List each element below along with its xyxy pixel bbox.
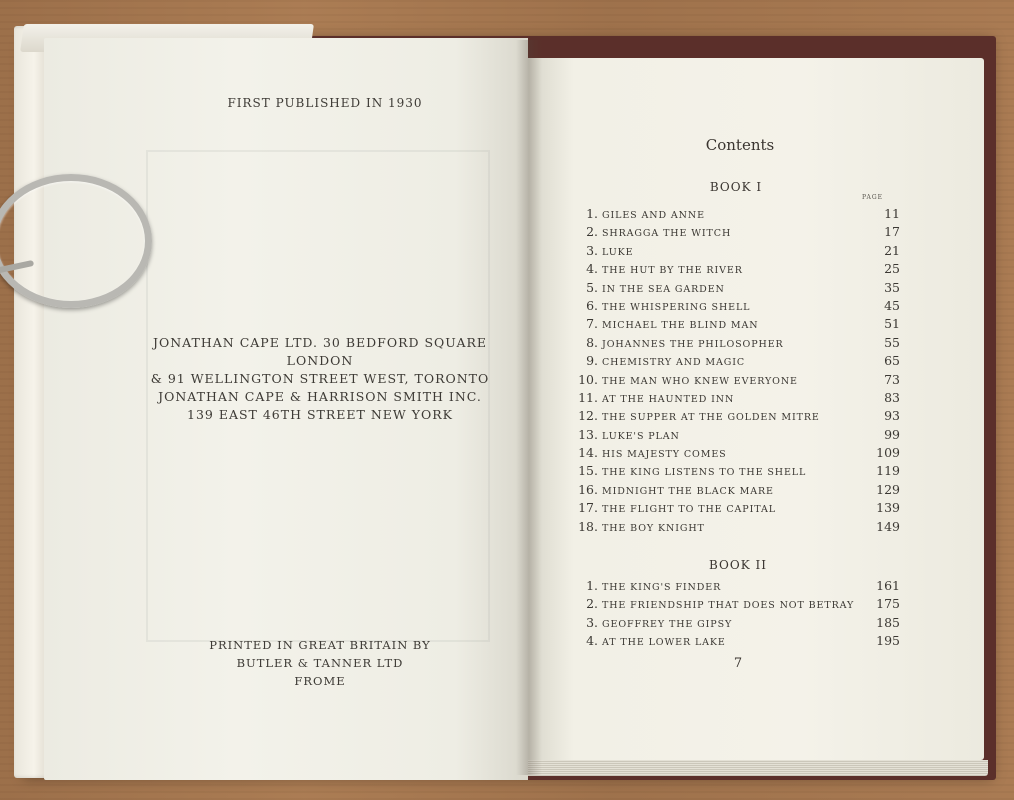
toc-entry <box>578 353 900 371</box>
chapter-number: 11. <box>578 389 598 405</box>
chapter-page: 109 <box>876 445 900 461</box>
chapter-title: HIS MAJESTY COMES <box>602 449 727 461</box>
chapter-title: JOHANNES THE PHILOSOPHER <box>602 338 784 350</box>
toc-entry <box>578 596 900 614</box>
chapter-number: 18. <box>578 518 598 534</box>
chapter-number: 4. <box>586 261 598 277</box>
chapter-page: 25 <box>884 261 900 277</box>
chapter-page: 93 <box>884 408 900 424</box>
chapter-title: THE BOY KNIGHT <box>602 522 705 534</box>
chapter-number: 1. <box>586 578 598 593</box>
chapter-number: 3. <box>586 242 598 258</box>
chapter-page: 149 <box>876 518 900 534</box>
publisher-line: JONATHAN CAPE & HARRISON SMITH INC. <box>158 389 482 404</box>
toc-entry <box>578 463 900 481</box>
chapter-number: 10. <box>578 371 598 387</box>
chapter-page: 55 <box>884 334 900 350</box>
chapter-number: 13. <box>578 426 598 442</box>
book-two-chapter-list <box>578 578 900 652</box>
toc-entry <box>578 519 900 537</box>
toc-entry <box>578 427 900 445</box>
chapter-title: AT THE HAUNTED INN <box>602 393 735 405</box>
chapter-number: 6. <box>586 297 598 313</box>
chapter-title: GEOFFREY THE GIPSY <box>602 618 733 630</box>
chapter-title: THE MAN WHO KNEW EVERYONE <box>602 375 798 387</box>
toc-entry <box>578 500 900 518</box>
show-through-subtitle <box>230 250 430 275</box>
toc-entry <box>578 243 900 261</box>
chapter-number: 16. <box>578 481 598 497</box>
chapter-title: THE KING LISTENS TO THE SHELL <box>602 467 807 479</box>
chapter-page: 99 <box>884 426 900 442</box>
chapter-number: 12. <box>578 408 598 424</box>
page-column-label: PAGE <box>862 194 883 201</box>
toc-entry <box>578 206 900 224</box>
chapter-page: 139 <box>876 500 900 516</box>
toc-entry <box>578 335 900 353</box>
chapter-title: SHRAGGA THE WITCH <box>602 228 732 240</box>
toc-entry <box>578 261 900 279</box>
printer-line: FROME <box>294 674 346 688</box>
chapter-title: THE WHISPERING SHELL <box>602 301 751 313</box>
publisher-line: JONATHAN CAPE LTD. 30 BEDFORD SQUARE LONDON <box>152 335 488 368</box>
chapter-title: IN THE SEA GARDEN <box>602 283 725 295</box>
page-stack-edge <box>528 760 988 776</box>
chapter-title: LUKE'S PLAN <box>602 430 680 442</box>
printer-line: BUTLER & TANNER LTD <box>236 656 404 670</box>
chapter-number: 3. <box>586 614 598 630</box>
chapter-page: 161 <box>876 578 900 593</box>
chapter-number: 14. <box>578 445 598 461</box>
chapter-title: THE HUT BY THE RIVER <box>602 265 743 277</box>
chapter-page: 83 <box>884 389 900 405</box>
publisher-line: & 91 WELLINGTON STREET WEST, TORONTO <box>150 371 490 386</box>
chapter-page: 17 <box>884 224 900 240</box>
contents-title: Contents <box>705 136 775 154</box>
book-two-heading: BOOK II <box>709 558 767 572</box>
chapter-title: THE FRIENDSHIP THAT DOES NOT BETRAY <box>602 600 855 612</box>
chapter-number: 9. <box>586 353 598 369</box>
printer-line: PRINTED IN GREAT BRITAIN BY <box>209 638 431 652</box>
chapter-title: MICHAEL THE BLIND MAN <box>602 320 759 332</box>
chapter-page: 35 <box>884 279 900 295</box>
chapter-title: AT THE LOWER LAKE <box>602 637 726 649</box>
chapter-number: 2. <box>586 224 598 240</box>
chapter-page: 21 <box>884 242 900 258</box>
chapter-title: THE FLIGHT TO THE CAPITAL <box>602 504 776 516</box>
chapter-page: 175 <box>876 596 900 612</box>
chapter-title: LUKE <box>602 246 634 258</box>
chapter-number: 17. <box>578 500 598 516</box>
toc-entry <box>578 633 900 651</box>
chapter-page: 119 <box>876 463 900 479</box>
chapter-number: 8. <box>586 334 598 350</box>
chapter-title: THE KING'S FINDER <box>602 582 722 593</box>
chapter-number: 7. <box>586 316 598 332</box>
toc-entry <box>578 408 900 426</box>
chapter-page: 51 <box>884 316 900 332</box>
chapter-page: 185 <box>876 614 900 630</box>
chapter-page: 11 <box>884 206 900 221</box>
book-one-chapter-list <box>578 206 900 537</box>
chapter-title: GILES AND ANNE <box>602 210 705 221</box>
book-gutter <box>516 40 542 775</box>
chapter-number: 5. <box>586 279 598 295</box>
toc-entry <box>578 390 900 408</box>
chapter-page: 73 <box>884 371 900 387</box>
toc-entry <box>578 482 900 500</box>
chapter-page: 45 <box>884 297 900 313</box>
toc-entry <box>578 280 900 298</box>
show-through-title <box>210 205 460 240</box>
toc-entry <box>578 615 900 633</box>
chapter-number: 4. <box>586 633 598 649</box>
toc-entry <box>578 372 900 390</box>
printer-block <box>170 636 470 690</box>
chapter-number: 1. <box>586 206 598 221</box>
chapter-title: CHEMISTRY AND MAGIC <box>602 357 746 369</box>
chapter-page: 129 <box>876 481 900 497</box>
publisher-block <box>140 334 500 424</box>
chapter-number: 15. <box>578 463 598 479</box>
toc-entry <box>578 298 900 316</box>
chapter-number: 2. <box>586 596 598 612</box>
toc-entry <box>578 578 900 596</box>
chapter-page: 195 <box>876 633 900 649</box>
chapter-title: MIDNIGHT THE BLACK MARE <box>602 485 774 497</box>
toc-entry <box>578 445 900 463</box>
page-number: 7 <box>733 656 743 671</box>
publisher-line: 139 EAST 46TH STREET NEW YORK <box>187 407 453 422</box>
chapter-page: 65 <box>884 353 900 369</box>
book-one-heading: BOOK I <box>709 180 763 194</box>
first-published-line: FIRST PUBLISHED IN 1930 <box>227 96 423 110</box>
toc-entry <box>578 224 900 242</box>
toc-entry <box>578 316 900 334</box>
chapter-title: THE SUPPER AT THE GOLDEN MITRE <box>602 412 820 424</box>
